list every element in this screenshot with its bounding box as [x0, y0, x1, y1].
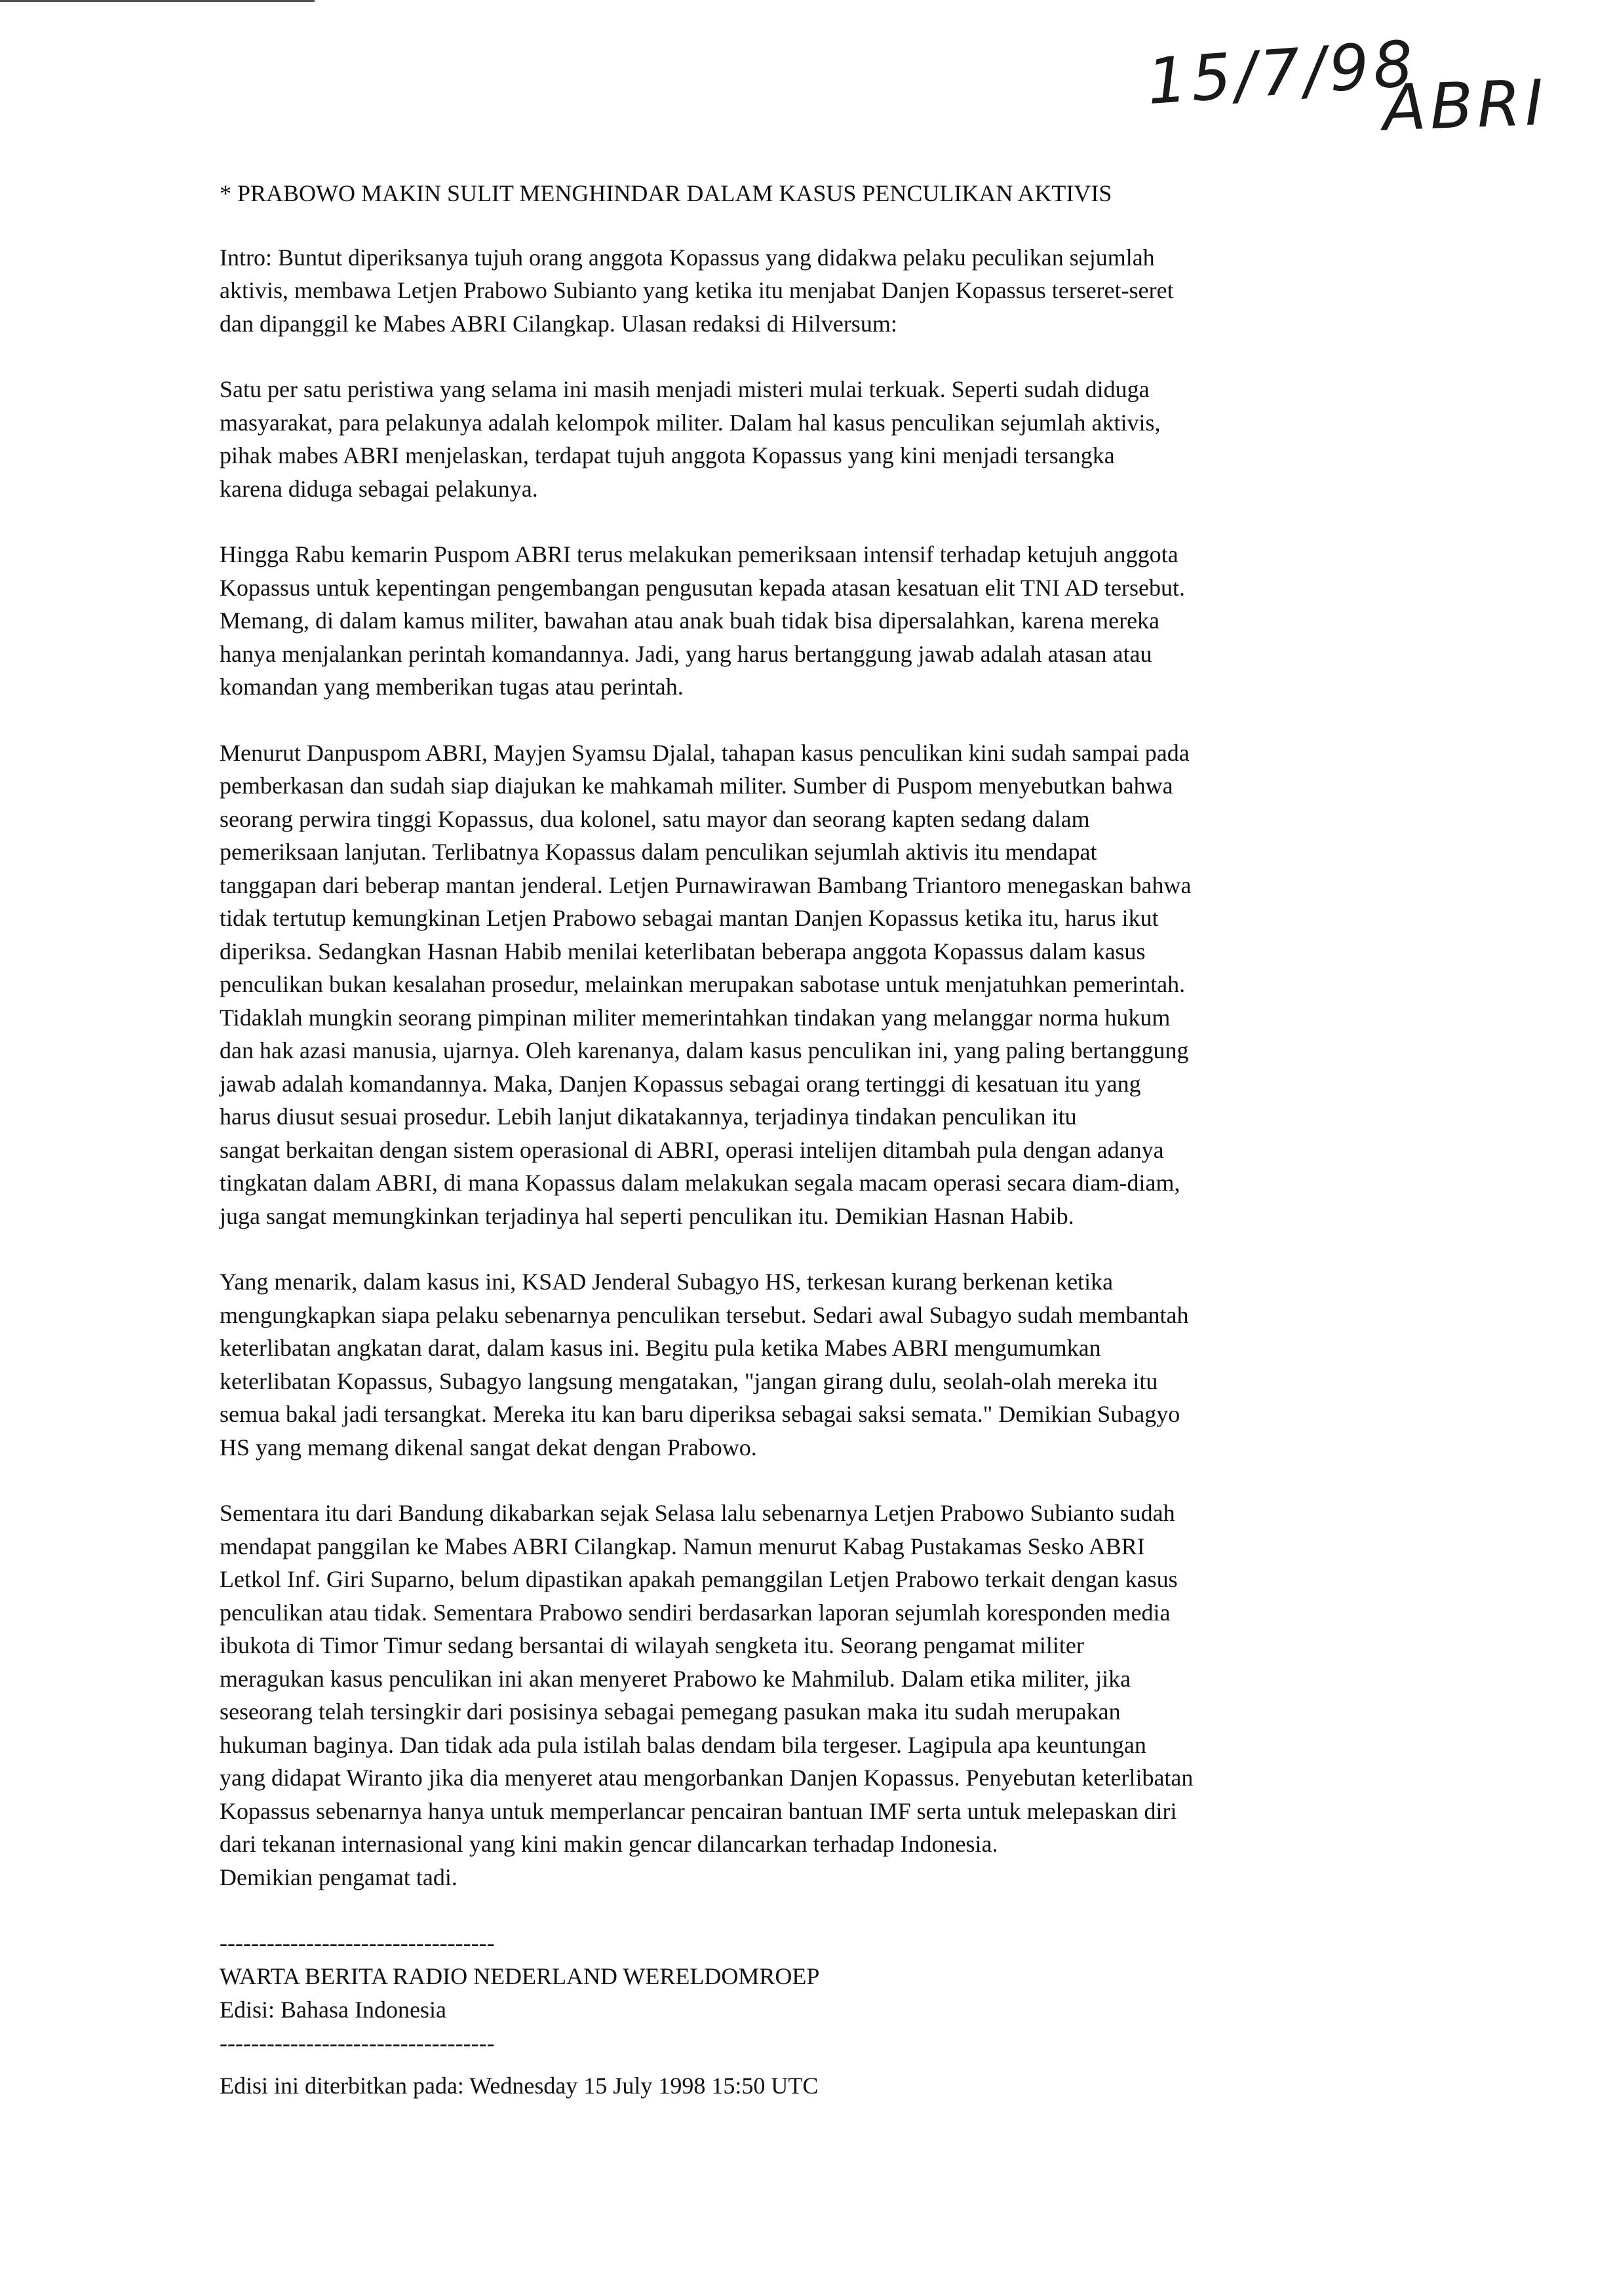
- footer-separator: -----------------------------------: [220, 2030, 495, 2056]
- article-paragraph: Yang menarik, dalam kasus ini, KSAD Jenderal Subagyo HS, terkesan kurang berkenan ketika mengungkapkan siapa pelaku sebenarnya penculikan tersebut. Sedari awal Subagyo sudah membantah keterlibatan angkatan darat, dalam kasus ini. Begitu pula ketika Mabes ABRI mengumumkan keterlibatan Kopassus, Subagyo langsung mengatakan, "jangan girang dulu, seolah-olah mereka itu semua bakal jadi tersangkat. Mereka itu kan baru diperiksa sebagai saksi semata." Demikian Subagyo HS yang memang dikenal sangat dekat dengan Prabowo.: [220, 1269, 1189, 1461]
- document-body: [220, 177, 1383, 2103]
- footer-block: [220, 1926, 1383, 2103]
- article-paragraph: Menurut Danpuspom ABRI, Mayjen Syamsu Djalal, tahapan kasus penculikan kini sudah sampai pada pemberkasan dan sudah siap diajukan ke mahkamah militer. Sumber di Puspom menyebutkan bahwa seorang perwira tinggi Kopassus, dua kolonel, satu mayor dan seorang kapten sedang dalam pemeriksaan lanjutan. Terlibatnya Kopassus dalam penculikan sejumlah aktivis itu mendapat tanggapan dari beberap mantan jenderal. Letjen Purnawirawan Bambang Triantoro menegaskan bahwa tidak tertutup kemungkinan Letjen Prabowo sebagai mantan Danjen Kopassus ketika itu, harus ikut diperiksa. Sedangkan Hasnan Habib menilai keterlibatan beberapa anggota Kopassus dalam kasus penculikan bukan kesalahan prosedur, melainkan merupakan sabotase untuk menjatuhkan pemerintah. Tidaklah mungkin seorang pimpinan militer memerintahkan tindakan yang melanggar norma hukum dan hak azasi manusia, ujarnya. Oleh karenanya, dalam kasus penculikan ini, yang paling bertanggung jawab adalah komandannya. Maka, Danjen Kopassus sebagai orang tertinggi di kesatuan itu yang harus diusut sesuai prosedur. Lebih lanjut dikatakannya, terjadinya tindakan penculikan itu sangat berkaitan dengan sistem operasional di ABRI, operasi intelijen ditambah pula dengan adanya tingkatan dalam ABRI, di mana Kopassus dalam melakukan segala macam operasi secara diam-diam, juga sangat memungkinkan terjadinya hal seperti penculikan itu. Demikian Hasnan Habib.: [220, 739, 1192, 1229]
- article-paragraph: Sementara itu dari Bandung dikabarkan sejak Selasa lalu sebenarnya Letjen Prabowo Subianto sudah mendapat panggilan ke Mabes ABRI Cilangkap. Namun menurut Kabag Pustakamas Sesko ABRI Letkol Inf. Giri Suparno, belum dipastikan apakah pemanggilan Letjen Prabowo terkait dengan kasus penculikan atau tidak. Sementara Prabowo sendiri berdasarkan laporan sejumlah koresponden media ibukota di Timor Timur sedang bersantai di wilayah sengketa itu. Seorang pengamat militer meragukan kasus penculikan ini akan menyeret Prabowo ke Mahmilub. Dalam etika militer, jika seseorang telah tersingkir dari posisinya sebagai pemegang pasukan maka itu sudah merupakan hukuman baginya. Dan tidak ada pula istilah balas dendam bila tergeser. Lagipula apa keuntungan yang didapat Wiranto jika dia menyeret atau mengorbankan Danjen Kopassus. Penyebutan keterlibatan Kopassus sebenarnya hanya untuk memperlancar pencairan bantuan IMF serta untuk melepaskan diri dari tekanan internasional yang kini makin gencar dilancarkan terhadap Indonesia. Demikian pengamat tadi.: [220, 1500, 1194, 1890]
- scan-edge-line: [0, 0, 315, 2]
- handwritten-date: 15/7/98: [1144, 26, 1420, 119]
- footer-separator: -----------------------------------: [220, 1930, 495, 1956]
- footer-published: Edisi ini diterbitkan pada: Wednesday 15 July 1998 15:50 UTC: [220, 2073, 819, 2099]
- handwritten-tag: ABRI: [1382, 66, 1549, 145]
- article-paragraph-intro: Intro: Buntut diperiksanya tujuh orang anggota Kopassus yang didakwa pelaku peculikan sejumlah aktivis, membawa Letjen Prabowo Subianto yang ketika itu menjabat Danjen Kopassus terseret-seret dan dipanggil ke Mabes ABRI Cilangkap. Ulasan redaksi di Hilversum:: [220, 244, 1174, 337]
- footer-edition: Edisi: Bahasa Indonesia: [220, 1997, 446, 2023]
- article-paragraph: Hingga Rabu kemarin Puspom ABRI terus melakukan pemeriksaan intensif terhadap ketujuh anggota Kopassus untuk kepentingan pengembangan pengusutan kepada atasan kesatuan elit TNI AD tersebut. Memang, di dalam kamus militer, bawahan atau anak buah tidak bisa dipersalahkan, karena mereka hanya menjalankan perintah komandannya. Jadi, yang harus bertanggung jawab adalah atasan atau komandan yang memberikan tugas atau perintah.: [220, 541, 1185, 700]
- article-paragraph: Satu per satu peristiwa yang selama ini masih menjadi misteri mulai terkuak. Seperti sudah diduga masyarakat, para pelakunya adalah kelompok militer. Dalam hal kasus penculikan sejumlah aktivis, pihak mabes ABRI menjelaskan, terdapat tujuh anggota Kopassus yang kini menjadi tersangka karena diduga sebagai pelakunya.: [220, 376, 1161, 502]
- footer-source: WARTA BERITA RADIO NEDERLAND WERELDOMROEP: [220, 1963, 820, 1989]
- article-title: * PRABOWO MAKIN SULIT MENGHINDAR DALAM KASUS PENCULIKAN AKTIVIS: [220, 180, 1112, 206]
